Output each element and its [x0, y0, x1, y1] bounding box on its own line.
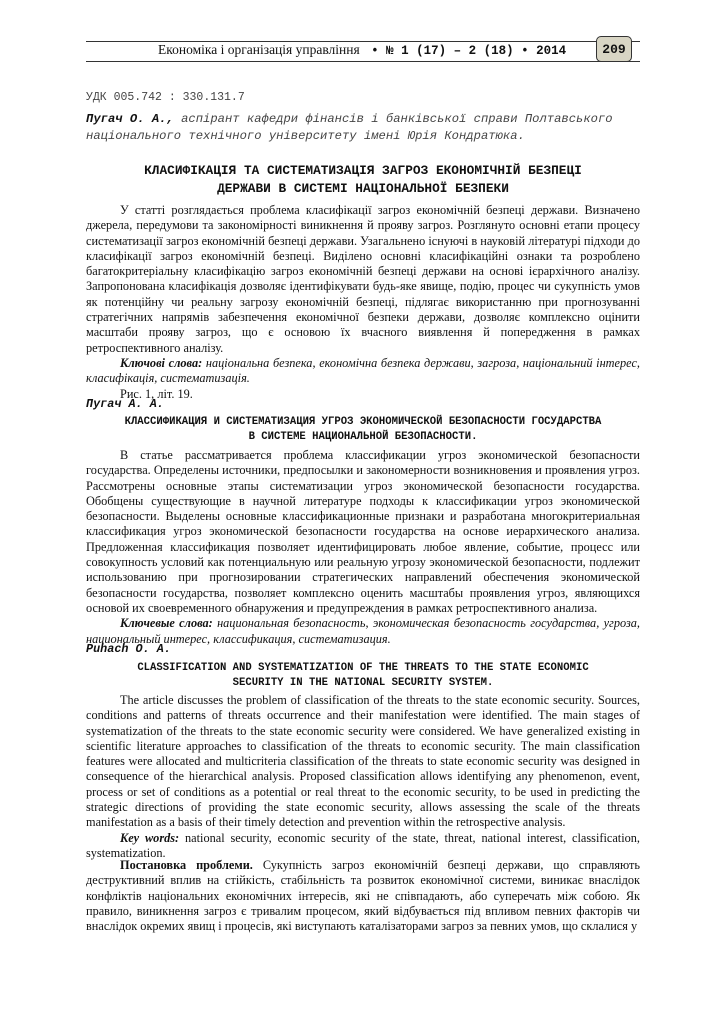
abstract-text: У статті розглядається проблема класифікації загроз економічній безпеці держави. Визначено джерела, передумови та закономірності виникнення й прояву загроз. Розглянуто основні етапи процесу систематизації загроз економічній безпеці держави. Узагальнено існуючі в науковій літературі підходи до класифікації загроз економічній безпеці. Виділено основні класифікаційні ознаки та розроблено багатокритеріальну класифікацію загроз економічній безпеці держави на основі ієрархічного аналізу. Запропонована класифікація дозволяє ідентифікувати будь-яке явище, подію, процес чи сукупність умов як потенційну чи реальну загрозу економічній безпеці, підлягає використанню при прогнозуванні стратегічних напрямів забезпечення економічної безпеки держави, дозволяє комплексно оцінити масштаби прояву загроз, що є основою їх вчасного виявлення й попередження в рамках ретроспективного аналізу.	[86, 203, 640, 355]
affiliation-text: аспірант кафедри фінансів і банківської справи Полтавського національного технічного університету імені Юрія Кондратюка.	[86, 112, 613, 143]
title-russian	[86, 415, 640, 445]
title-ukrainian	[86, 162, 640, 198]
running-head	[86, 38, 640, 64]
keywords	[86, 831, 640, 862]
running-head-text	[158, 42, 566, 58]
title-line: CLASSIFICATION AND SYSTEMATIZATION OF THE THREATS TO THE STATE ECONOMIC	[137, 662, 589, 674]
body-text: Сукупність загроз економічній безпеці держави, що справляють деструктивний вплив на стійкість, стабільність та розвиток економічної системи, виникає внаслідок конфліктів національних економічних інтересів, які не співпадають, або суперечать між собою. Як правило, виникнення загроз є тривалим процесом, який відбувається під впливом певних факторів чи внаслідок окремих явищ і процесів, які виступають каталізаторами загроз за певних умов, що склалися у	[86, 858, 640, 934]
body-section	[86, 858, 640, 934]
issue-info: • № 1 (17) – 2 (18) • 2014	[371, 44, 567, 58]
author-english: Puhach O. A.	[86, 642, 171, 656]
keywords	[86, 356, 640, 387]
title-line: SECURITY IN THE NATIONAL SECURITY SYSTEM.	[232, 677, 494, 689]
title-line: ДЕРЖАВИ В СИСТЕМІ НАЦІОНАЛЬНОЇ БЕЗПЕКИ	[217, 181, 509, 196]
abstract-ukrainian	[86, 203, 640, 402]
author-russian: Пугач А. А.	[86, 397, 164, 411]
udk-code: УДК 005.742 : 330.131.7	[86, 91, 245, 104]
journal-name: Економіка і організація управління	[158, 42, 360, 57]
author-affiliation	[86, 111, 640, 144]
abstract-text: The article discusses the problem of classification of the threats to the state economic security. Sources, conditions and patterns of threats occurrence and their manifestation were identified. The main stages of systematization of the threats to the state economic security were considered. We have generalized existing in scientific literature approaches to classification of the threats to economic security. The main classification features were allocated and multicriteria classification of the threats to state economic security was designed in consequence of the hierarchical analysis. Proposed classification allows identifying any phenomenon, event, process or set of conditions as a potential or real threat to the economic security, to be used in predicting the strategic directions of providing the state economic security, allows assessing the scale of the threats manifestation as a basis of their timely detection and prevention within the retrospective analysis.	[86, 693, 640, 830]
abstract-russian	[86, 448, 640, 647]
keywords-text: національна безпека, економічна безпека держави, загроза, національний інтерес, класифікація, систематизація.	[86, 355, 640, 386]
title-line: В СИСТЕМЕ НАЦИОНАЛЬНОЙ БЕЗОПАСНОСТИ.	[248, 431, 478, 443]
abstract-english	[86, 693, 640, 861]
author-name: Пугач О. А.,	[86, 112, 174, 126]
page-number-badge: 209	[596, 36, 632, 62]
keywords-label: Key words:	[120, 830, 180, 845]
keywords-label: Ключевые слова:	[120, 616, 213, 631]
references-count: Рис. 1, літ. 19.	[120, 386, 193, 401]
title-line: КЛАСИФІКАЦІЯ ТА СИСТЕМАТИЗАЦІЯ ЗАГРОЗ ЕКОНОМІЧНІЙ БЕЗПЕЦІ	[144, 163, 582, 178]
header-rule-bottom	[86, 61, 640, 62]
keywords-label: Ключові слова:	[120, 355, 203, 370]
body-paragraph	[86, 858, 640, 934]
title-english	[86, 661, 640, 691]
keywords-text: national security, economic security of the state, threat, national interest, classification, systematization.	[86, 830, 641, 860]
section-lead: Постановка проблеми.	[120, 858, 253, 872]
keywords-text: национальная безопасность, экономическая безопасность государства, угроза, национальный интерес, классификация, систематизация.	[86, 616, 640, 646]
abstract-text: В статье рассматривается проблема классификации угроз экономической безопасности государства. Определены источники, предпосылки и закономерности возникновения и проявления угроз. Рассмотрены основные этапы систематизации угроз экономической безопасности государства. Обобщены существующие в научной литературе подходы к классификации угроз экономической безопасности. Выделены основные классификационные признаки и разработана многокритериальная классификация угроз экономической безопасности государства на основе иерархического анализа. Предложенная классификация позволяет идентифицировать любое явление, событие, процесс или совокупность условий как потенциальную или реальную угрозу экономической безопасности, подлежит использованию при прогнозировании стратегических направлений обеспечения экономической безопасности государства, позволяет комплексно оценить масштабы проявления угроз, являющихся основой их своевременного обнаружения и предупреждения в рамках ретроспективного анализа.	[86, 448, 640, 615]
title-line: КЛАССИФИКАЦИЯ И СИСТЕМАТИЗАЦИЯ УГРОЗ ЭКОНОМИЧЕСКОЙ БЕЗОПАСНОСТИ ГОСУДАРСТВА	[124, 416, 602, 428]
